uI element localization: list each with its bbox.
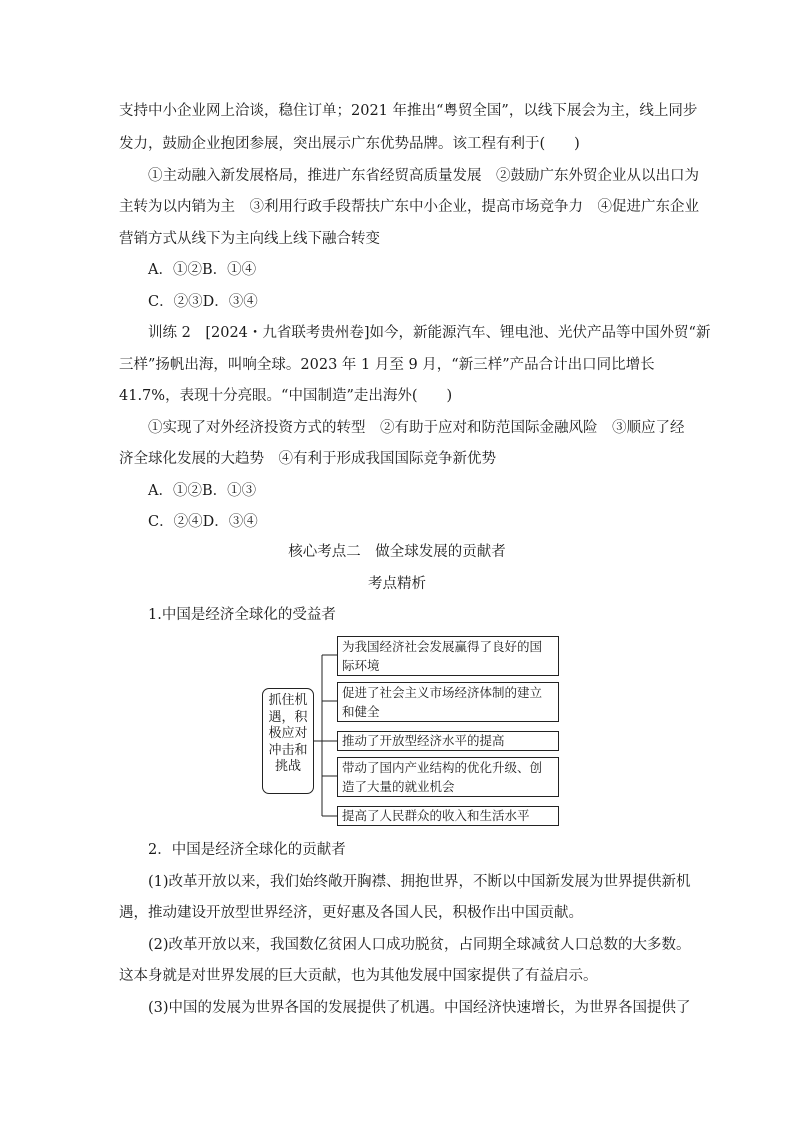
point-title: 1.中国是经济全球化的受益者 <box>148 607 336 623</box>
diagram-item-box: 提高了人民群众的收入和生活水平 <box>337 806 559 826</box>
statement-line: 主转为以内销为主 ③利用行政手段帮扶广东中小企业，提高市场竞争力 ④促进广东企业 <box>119 199 699 215</box>
statement-line: 营销方式从线下为主向线上线下融合转变 <box>119 231 380 247</box>
statement-line: 济全球化发展的大趋势 ④有利于形成我国国际竞争新优势 <box>119 451 496 467</box>
body-line: 遇，推动建设开放型世界经济，更好惠及各国人民，积极作出中国贡献。 <box>119 905 583 921</box>
diagram-item-box: 带动了国内产业结构的优化升级、创造了大量的就业机会 <box>337 757 559 797</box>
paragraph-line: 支持中小企业网上洽谈，稳住订单；2021 年推出“粤贸全国”，以线下展会为主，线上同步 <box>119 103 698 119</box>
exercise-line: 训练 2 [2024・九省联考贵州卷]如今，新能源汽车、锂电池、光伏产品等中国外贸“新 <box>148 325 711 341</box>
exercise-line: 41.7%，表现十分亮眼。“中国制造”走出海外( ) <box>119 388 453 404</box>
diagram-item-box: 促进了社会主义市场经济体制的建立和健全 <box>337 682 559 722</box>
section-subheading: 考点精析 <box>368 576 426 592</box>
diagram-item-box: 为我国经济社会发展赢得了良好的国际环境 <box>337 636 559 676</box>
body-line: (2)改革开放以来，我国数亿贫困人口成功脱贫，占同期全球减贫人口总数的大多数。 <box>148 937 691 953</box>
answer-options: A．①②B．①④ <box>148 262 257 278</box>
answer-options: A．①②B．①③ <box>148 483 257 499</box>
body-line: (3)中国的发展为世界各国的发展提供了机遇。中国经济快速增长，为世界各国提供了 <box>148 1000 691 1016</box>
diagram-item-box: 推动了开放型经济水平的提高 <box>337 731 559 751</box>
paragraph-line: 发力，鼓励企业抱团参展，突出展示广东优势品牌。该工程有利于( ) <box>119 136 580 152</box>
answer-options: C．②④D．③④ <box>148 514 258 530</box>
answer-options: C．②③D．③④ <box>148 294 258 310</box>
statement-line: ①主动融入新发展格局，推进广东省经贸高质量发展 ②鼓励广东外贸企业从以出口为 <box>148 168 699 184</box>
body-line: 这本身就是对世界发展的巨大贡献，也为其他发展中国家提供了有益启示。 <box>119 968 598 984</box>
statement-line: ①实现了对外经济投资方式的转型 ②有助于应对和防范国际金融风险 ③顺应了经 <box>148 420 685 436</box>
section-heading: 核心考点二 做全球发展的贡献者 <box>288 544 506 560</box>
point-title: 2．中国是经济全球化的贡献者 <box>148 842 346 858</box>
tree-diagram <box>262 633 562 833</box>
diagram-root-box: 抓住机遇，积极应对冲击和挑战 <box>262 688 314 794</box>
exercise-line: 三样”扬帆出海，叫响全球。2023 年 1 月至 9 月，“新三样”产品合计出口同比增长 <box>119 357 655 373</box>
body-line: (1)改革开放以来，我们始终敞开胸襟、拥抱世界，不断以中国新发展为世界提供新机 <box>148 874 691 890</box>
